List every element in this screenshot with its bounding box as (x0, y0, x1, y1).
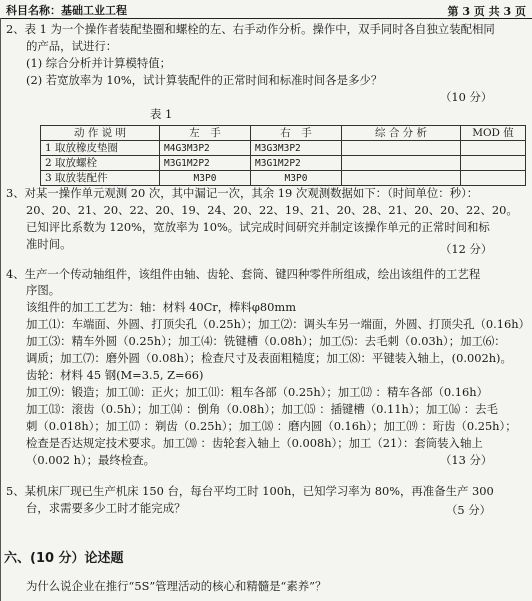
table-cell (461, 156, 526, 171)
q3-line-2: 20、20、21、20、22、20、19、24、20、22、19、21、20、28、21、20、20、22、20。 (26, 203, 518, 217)
q4-score: （13 分） (440, 453, 493, 467)
q3-line-3: 已知评比系数为 120%，宽放率为 10%。试完成时间研究并制定该操作单元的正常时间和标 (26, 220, 490, 234)
q4-line-1: 4、生产一个传动轴组件，该组件由轴、齿轮、套筒、键四种零件所组成，绘出该组件的工艺程 (6, 267, 481, 281)
q5-score: （5 分） (446, 503, 492, 517)
left-margin-rule (0, 18, 1, 601)
q3-line-4: 准时间。 (26, 237, 72, 251)
table-header-cell: 综 合 分 析 (342, 126, 461, 141)
table-cell: M4G3M3P2 (160, 141, 251, 156)
q4-line-9: 加工⒀：滚齿（0.5h）；加工⒁ ：倒角（0.08h）；加工⒂ ：插键槽（0.11h）；加工⒃ ：去毛 (26, 402, 498, 416)
q5-line-1: 5、某机床厂现已生产机床 150 台，每台平均工时 100h，已知学习率为 80%，再准备生产 300 (6, 484, 494, 498)
section-six-question: 为什么说企业在推行“5S”管理活动的核心和精髓是“素养”？ (26, 579, 327, 593)
table-cell: 2 取放螺栓 (41, 156, 160, 171)
q4-line-7: 齿轮：材料 45 钢(M=3.5, Z=66) (26, 368, 204, 382)
section-six-title: 六、(10 分）论述题 (4, 551, 124, 566)
q2-line-3: (1) 综合分析并计算模特值； (26, 56, 172, 70)
q4-line-12: （0.002 h）；最终检查。 (26, 453, 155, 467)
q5-line-2: 台，求需要多少工时才能完成？ (26, 501, 186, 515)
q2-line-1: 2、表 1 为一个操作者装配垫圈和螺栓的左、右手动作分析。操作中，双手同时各自独立装配相同 (6, 22, 495, 36)
table-cell: M3G3M3P2 (251, 141, 342, 156)
table-cell: 3 取放装配件 (41, 171, 160, 186)
motion-analysis-table (40, 125, 526, 186)
table-header-cell: 动 作 说 明 (41, 126, 160, 141)
q4-line-10: 刺（0.018h）；加工⒄ ：剃齿（0.25h）；加工⒅ ：磨内圆（0.16h）；加工⒆ ：珩齿（0.25h）； (26, 419, 517, 433)
table-cell: M3G1M2P2 (251, 156, 342, 171)
q4-line-4: 加工⑴：车端面、外圆、打顶尖孔（0.25h）；加工⑵：调头车另一端面，外圆、打顶尖孔（0.16h） (26, 317, 530, 331)
q4-line-11: 检查是否达规定技术要求。加工⒇ ：齿轮套入轴上（0.008h）；加工（21）：套筒装入轴上 (26, 436, 483, 450)
table-cell (461, 141, 526, 156)
q4-line-5: 加工⑶：精车外圆（0.25h）；加工⑷：铣键槽（0.08h）；加工⑸：去毛刺（0.03h）；加工⑹： (26, 334, 506, 348)
table-cell: 1 取放橡皮垫圈 (41, 141, 160, 156)
course-title: 科目名称：基础工业工程 (6, 4, 127, 17)
q3-score: （12 分） (440, 242, 493, 256)
table-row (41, 171, 526, 186)
table-cell: M3G1M2P2 (160, 156, 251, 171)
q4-line-3: 该组件的加工工艺为：轴：材料 40Cr，棒料φ80mm (26, 300, 296, 314)
table-header-cell: 左 手 (160, 126, 251, 141)
q2-line-4: (2) 若宽放率为 10%，试计算装配件的正常时间和标准时间各是多少？ (26, 73, 383, 87)
table-cell: M3P0 (160, 171, 251, 186)
q4-line-8: 加工⑼：锻造；加工⑽：正火；加工⑾：粗车各部（0.25h）；加工⑿ ：精车各部（0.16h） (26, 385, 488, 399)
page-number: 第 3 页 共 3 页 (447, 5, 526, 18)
table-cell (461, 171, 526, 186)
table-row (41, 141, 526, 156)
q2-line-2: 的产品，试进行： (26, 39, 118, 53)
table-header-cell: 右 手 (251, 126, 342, 141)
q3-line-1: 3、对某一操作单元观测 20 次，其中漏记一次，其余 19 次观测数据如下：（时间单位：秒）： (6, 186, 479, 200)
table-cell (342, 141, 461, 156)
q4-line-6: 调质；加工⑺：磨外圆（0.08h）；检查尺寸及表面粗糙度；加工⑻：平键装入轴上，(0.002h)。 (26, 351, 512, 365)
table-header-row (41, 126, 526, 141)
table-row (41, 156, 526, 171)
q4-line-2: 序图。 (26, 283, 61, 297)
table-caption: 表 1 (150, 107, 173, 121)
q2-score: （10 分） (440, 90, 493, 104)
table-header-cell: MOD 值 (461, 126, 526, 141)
header-rule (0, 18, 532, 19)
table-cell: M3P0 (251, 171, 342, 186)
table-cell (342, 156, 461, 171)
table-cell (342, 171, 461, 186)
